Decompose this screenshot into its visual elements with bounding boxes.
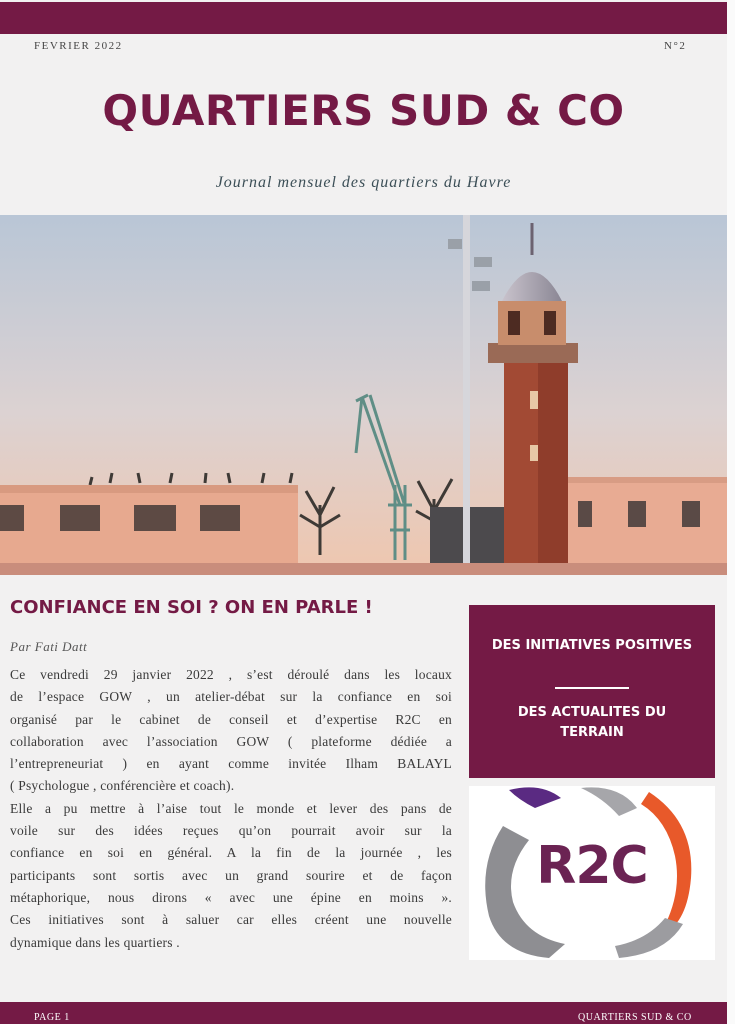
masthead-title: QUARTIERS SUD & CO [102,86,625,135]
article-line: l’entrepreneuriat ) en ayant comme invitée Ilham BALAYL [10,756,452,772]
article-line: métaphorique, nous dirons « avec une épine en moins ». [10,889,452,905]
article-line: participants sont sortis avec un grand sourire et de façon [10,867,452,883]
article-line: dynamique dans les quartiers . [10,934,180,950]
masthead-subtitle: Journal mensuel des quartiers du Havre [215,174,512,191]
footer-name: QUARTIERS SUD & CO [578,1012,692,1023]
article-body [10,664,452,954]
r2c-logo [469,786,715,960]
article-line: confiance en soi en général. A la fin de la journée , les [10,845,452,861]
sidebar-title-positive: DES INITIATIVES POSITIVES [491,638,693,653]
article-line: ( Psychologue , conférencière et coach). [10,778,235,794]
footer-page: PAGE 1 [34,1012,70,1023]
issue-date: FEVRIER 2022 [34,40,123,52]
article-line: voile sur des idées reçues qu’on pourrait avoir sur la [10,823,452,839]
article-line: Elle a pu mettre à l’aise tout le monde et lever des pans de [10,800,452,816]
top-bar [0,2,727,34]
issue-number: N°2 [664,40,687,52]
lighthouse-photo [0,215,727,575]
article-line: collaboration avec l’association GOW ( plateforme dédiée a [10,733,452,749]
article-line: de l’espace GOW , un atelier-débat sur la confiance en soi [10,689,452,705]
article-byline: Par Fati Datt [10,639,88,654]
r2c-logo-text: R2C [536,836,648,896]
article-line: organisé par le cabinet de conseil et d’expertise R2C en [10,711,452,727]
footer-bar [0,1002,727,1024]
article-headline: CONFIANCE EN SOI ? ON EN PARLE ! [10,597,373,618]
article-line: Ces initiatives sont à saluer car elles créent une nouvelle [10,912,452,928]
hero-photo [0,215,727,575]
sidebar-divider [555,687,629,689]
article-line: Ce vendredi 29 janvier 2022 , s’est déroulé dans les locaux [10,667,452,682]
sidebar-title-news: DES ACTUALITES DU TERRAIN [517,705,667,740]
page-edge [727,0,735,1024]
sidebar-box [469,605,715,778]
